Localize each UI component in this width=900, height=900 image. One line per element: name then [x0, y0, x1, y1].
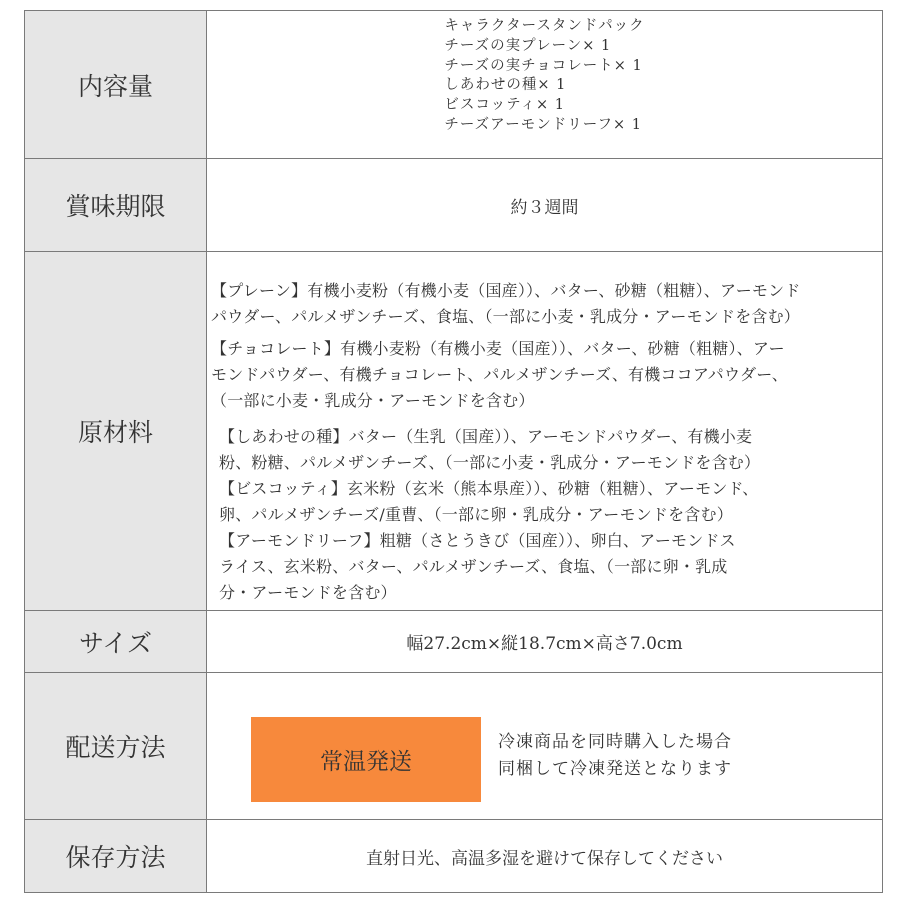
- shipping-note-line: 同梱して冷凍発送となります: [498, 759, 732, 779]
- ingredients-chocolate: 【チョコレート】有機小麦粉（有機小麦（国産））、バター、砂糖（粗糖）、アー モンドパウダー、有機チョコレート、パルメザンチーズ、有機ココアパウダー、 （一部に小麦・乳成分・アーモンドを含む）: [211, 339, 788, 410]
- contents-item: ビスコッティ× 1: [444, 97, 565, 114]
- contents-item: チーズアーモンドリーフ× 1: [444, 116, 642, 133]
- row-ingredients: [25, 252, 882, 611]
- shipping-badge: 常温発送: [251, 717, 481, 802]
- contents-cell: [207, 11, 882, 158]
- contents-item: チーズの実プレーン× 1: [444, 37, 612, 54]
- storage-header: 保存方法: [25, 820, 207, 892]
- contents-list: [444, 11, 644, 158]
- contents-header: 内容量: [25, 11, 207, 158]
- contents-item: チーズの実チョコレート× 1: [444, 57, 643, 74]
- contents-item: しあわせの種× 1: [444, 77, 567, 94]
- size-value: 幅27.2cm×縦18.7cm×高さ7.0cm: [406, 634, 683, 654]
- shipping-cell: [207, 673, 882, 819]
- row-shipping: [25, 673, 882, 820]
- contents-item: キャラクタースタンドパック: [444, 18, 645, 34]
- ingredients-header: 原材料: [25, 252, 207, 610]
- row-contents: [25, 11, 882, 159]
- product-info-table: [24, 10, 883, 893]
- ingredients-almond-leaf: 【アーモンドリーフ】粗糖（さとうきび（国産））、卵白、アーモンドス ライス、玄米粉、バター、パルメザンチーズ、食塩、（一部に卵・乳成 分・アーモンドを含む）: [219, 531, 736, 602]
- row-size: [25, 611, 882, 673]
- shelf-life-header: 賞味期限: [25, 159, 207, 251]
- row-shelf-life: [25, 159, 882, 252]
- shipping-note: [498, 729, 732, 783]
- storage-value: 直射日光、高温多湿を避けて保存してください: [366, 848, 723, 869]
- size-header: サイズ: [25, 611, 207, 672]
- shipping-note-line: 冷凍商品を同時購入した場合: [498, 732, 732, 752]
- ingredients-shiawase: 【しあわせの種】バター（生乳（国産））、アーモンドパウダー、有機小麦 粉、粉糖、パルメザンチーズ、（一部に小麦・乳成分・アーモンドを含む）: [219, 427, 761, 472]
- shelf-life-value: 約３週間: [510, 197, 579, 218]
- ingredients-cell: [207, 252, 882, 610]
- ingredients-plain: 【プレーン】有機小麦粉（有機小麦（国産））、バター、砂糖（粗糖）、アーモンド パウダー、パルメザンチーズ、食塩、（一部に小麦・乳成分・アーモンドを含む）: [211, 281, 801, 326]
- shipping-header: 配送方法: [25, 673, 207, 819]
- row-storage: [25, 820, 882, 892]
- ingredients-biscotti: 【ビスコッティ】玄米粉（玄米（熊本県産））、砂糖（粗糖）、アーモンド、 卵、パルメザンチーズ/重曹、（一部に卵・乳成分・アーモンドを含む）: [219, 479, 759, 524]
